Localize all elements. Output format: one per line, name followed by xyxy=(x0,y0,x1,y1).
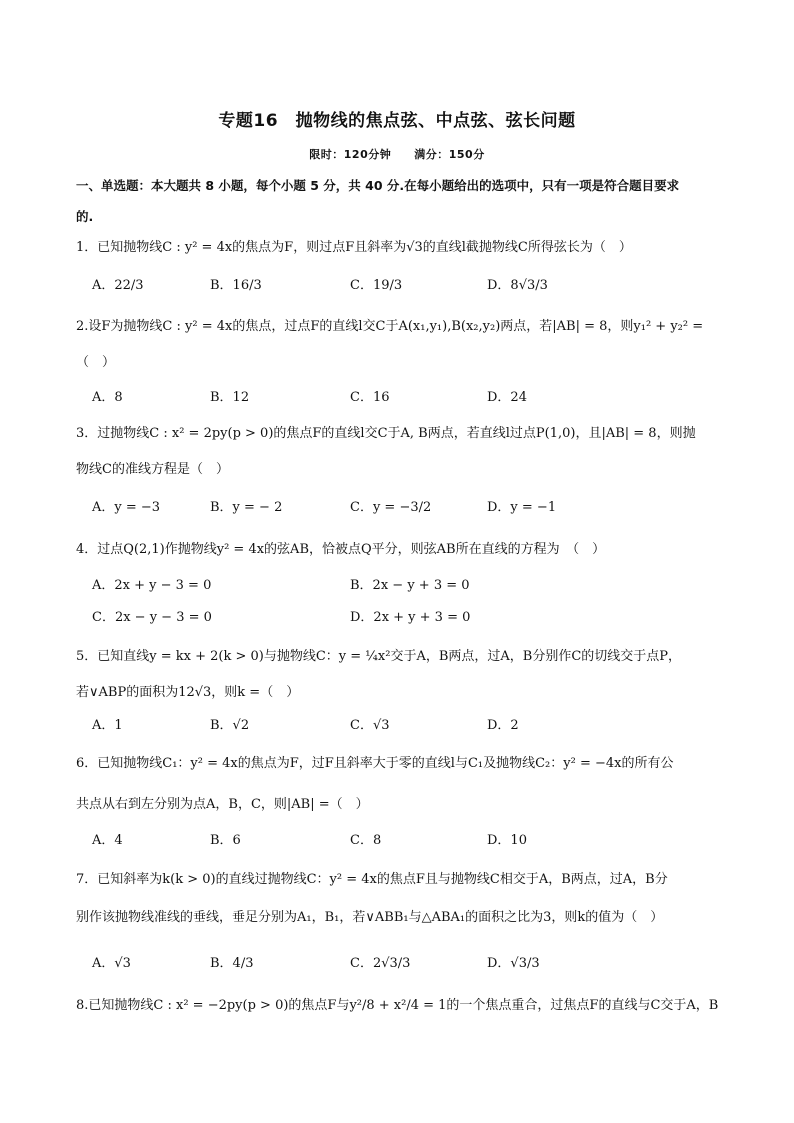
q1-option-c: C．19/3 xyxy=(350,278,403,293)
page-title: 专题16 抛物线的焦点弦、中点弦、弦长问题 xyxy=(218,111,576,131)
q4-option-a: A．2x + y − 3 = 0 xyxy=(92,578,212,593)
q6-option-c: C．8 xyxy=(350,833,382,848)
q5-option-c: C．√3 xyxy=(350,718,390,733)
section-heading: 一、单选题：本大题共 8 小题，每个小题 5 分，共 40 分.在每小题给出的选项中，只有一项是符合题目要求 xyxy=(76,178,680,193)
question-3-cont: 物线C的准线方程是（ ） xyxy=(76,462,229,477)
q7-option-b: B．4/3 xyxy=(210,956,254,971)
question-2-cont: （ ） xyxy=(76,355,116,370)
q3-option-d: D．y = −1 xyxy=(487,500,557,515)
q2-option-b: B．12 xyxy=(210,390,250,405)
question-7: 7．已知斜率为k(k > 0)的直线过抛物线C：y² = 4x的焦点F且与抛物线C相交于A，B两点，过A，B分 xyxy=(76,872,668,887)
question-7-cont: 别作该抛物线准线的垂线，垂足分别为A₁，B₁，若∨ABB₁与△ABA₁的面积之比为3，则k的值为（ ） xyxy=(76,910,664,925)
q2-option-c: C．16 xyxy=(350,390,390,405)
q5-option-a: A．1 xyxy=(92,718,123,733)
exam-limits: 限时：120分钟 满分：150分 xyxy=(309,148,485,161)
question-5-cont: 若∨ABP的面积为12√3，则k =（ ） xyxy=(76,685,300,700)
question-5: 5．已知直线y = kx + 2(k > 0)与抛物线C：y = ¼x²交于A，B两点，过A，B分别作C的切线交于点P， xyxy=(76,649,682,664)
question-6: 6．已知抛物线C₁：y² = 4x的焦点为F，过F且斜率大于零的直线l与C₁及抛物线C₂：y² = −4x的所有公 xyxy=(76,756,674,771)
q5-option-d: D．2 xyxy=(487,718,519,733)
q2-option-a: A．8 xyxy=(92,390,123,405)
question-3: 3．过抛物线C : x² = 2py(p > 0)的焦点F的直线l交C于A, B两点，若直线l过点P(1,0)，且|AB| = 8，则抛 xyxy=(76,426,696,441)
q7-option-d: D．√3/3 xyxy=(487,956,540,971)
q1-option-b: B．16/3 xyxy=(210,278,262,293)
q3-option-b: B．y = − 2 xyxy=(210,500,283,515)
q2-option-d: D．24 xyxy=(487,390,527,405)
q7-option-c: C．2√3/3 xyxy=(350,956,411,971)
q3-option-c: C．y = −3/2 xyxy=(350,500,432,515)
question-6-cont: 共点从右到左分别为点A，B，C，则|AB| =（ ） xyxy=(76,797,369,812)
question-8: 8.已知抛物线C : x² = −2py(p > 0)的焦点F与y²/8 + x²/4 = 1的一个焦点重合，过焦点F的直线与C交于A，B xyxy=(76,998,719,1013)
q4-option-d: D．2x + y + 3 = 0 xyxy=(350,610,471,625)
q1-option-a: A．22/3 xyxy=(92,278,144,293)
q6-option-b: B．6 xyxy=(210,833,241,848)
q4-option-c: C．2x − y − 3 = 0 xyxy=(92,610,212,625)
q3-option-a: A．y = −3 xyxy=(92,500,161,515)
q4-option-b: B．2x − y + 3 = 0 xyxy=(350,578,470,593)
q6-option-d: D．10 xyxy=(487,833,527,848)
question-2: 2.设F为抛物线C : y² = 4x的焦点，过点F的直线l交C于A(x₁,y₁),B(x₂,y₂)两点，若|AB| = 8，则y₁² + y₂² = xyxy=(76,319,704,334)
question-1: 1．已知抛物线C : y² = 4x的焦点为F，则过点F且斜率为√3的直线l截抛物线C所得弦长为（ ） xyxy=(76,240,632,255)
q1-option-d: D．8√3/3 xyxy=(487,278,548,293)
question-4: 4．过点Q(2,1)作抛物线y² = 4x的弦AB，恰被点Q平分，则弦AB所在直线的方程为 （ ） xyxy=(76,542,606,557)
q7-option-a: A．√3 xyxy=(92,956,131,971)
q5-option-b: B．√2 xyxy=(210,718,250,733)
section-heading-cont: 的. xyxy=(76,209,94,224)
q6-option-a: A．4 xyxy=(92,833,123,848)
